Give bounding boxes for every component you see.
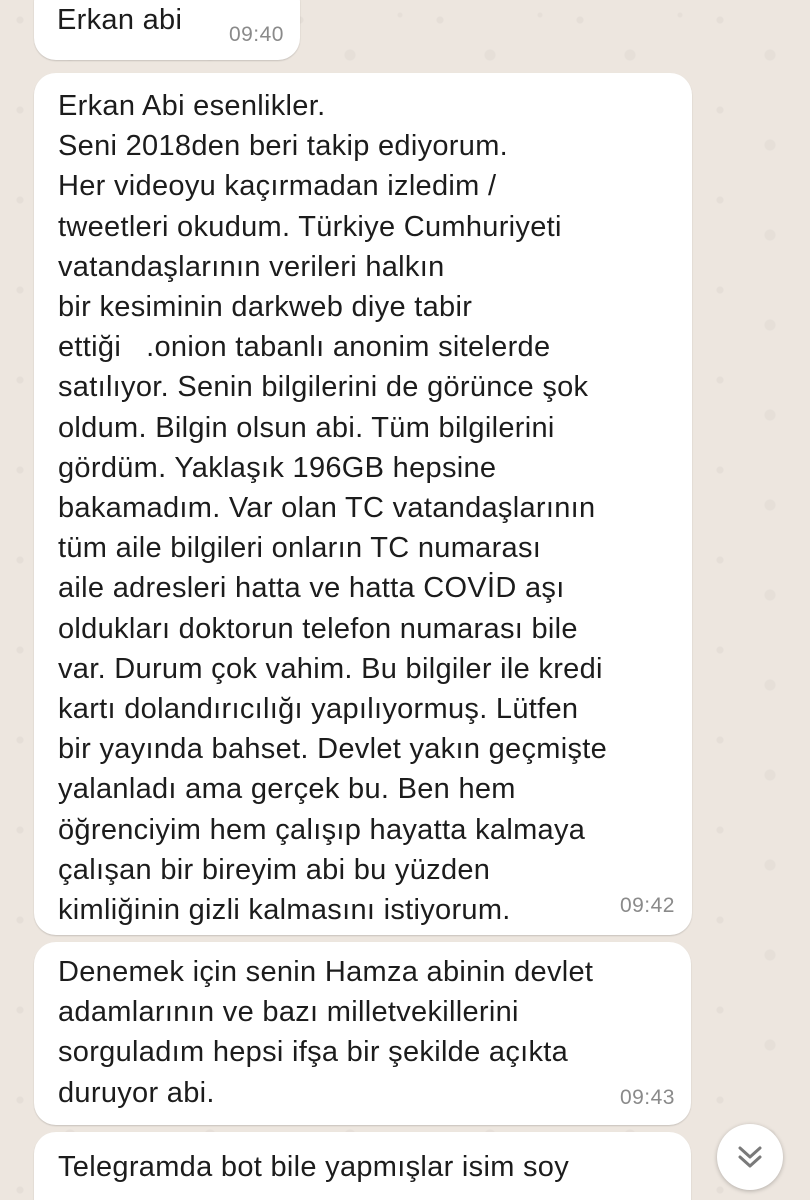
message-line: satılıyor. Senin bilgilerini de görünce şok	[58, 371, 589, 404]
message-line: çalışan bir bireyim abi bu yüzden	[58, 853, 491, 886]
message-line: Erkan abi	[57, 4, 183, 36]
message-text	[57, 0, 182, 40]
message-text	[58, 1147, 569, 1187]
scroll-to-bottom-button[interactable]	[717, 1124, 783, 1190]
message-line: Denemek için senin Hamza abinin devlet	[58, 956, 594, 988]
message-line: ettiği .onion tabanlı anonim sitelerde	[58, 331, 551, 364]
message-bubble[interactable]	[34, 0, 300, 60]
message-bubble[interactable]	[34, 1132, 691, 1200]
message-line: aile adresleri hatta ve hatta COVİD aşı	[58, 572, 565, 605]
message-line: tweetleri okudum. Türkiye Cumhuriyeti	[58, 210, 562, 243]
message-timestamp: 09:43	[619, 1085, 675, 1109]
message-line: oldukları doktorun telefon numarası bile	[58, 612, 578, 645]
message-line: gördüm. Yaklaşık 196GB hepsine	[58, 451, 497, 484]
message-line: sorguladım hepsi ifşa bir şekilde açıkta	[58, 1036, 569, 1069]
message-line: Telegramda bot bile yapmışlar isim soy	[58, 1151, 570, 1183]
message-text	[58, 86, 607, 930]
message-bubble[interactable]	[34, 73, 692, 935]
message-timestamp: 09:42	[619, 893, 675, 917]
double-chevron-down-icon	[735, 1142, 765, 1172]
message-line: tüm aile bilgileri onların TC numarası	[58, 532, 542, 565]
message-line: Her videoyu kaçırmadan izledim /	[58, 170, 497, 203]
message-line: kimliğinin gizli kalmasını istiyorum.	[58, 894, 511, 927]
message-text	[58, 952, 593, 1113]
message-line: duruyor abi.	[58, 1076, 215, 1109]
message-line: vatandaşlarının verileri halkın	[58, 250, 445, 283]
message-line: Seni 2018den beri takip ediyorum.	[58, 130, 509, 163]
message-line: bir kesiminin darkweb diye tabir	[58, 291, 473, 324]
message-line: var. Durum çok vahim. Bu bilgiler ile kredi	[58, 652, 603, 685]
message-line: oldum. Bilgin olsun abi. Tüm bilgilerini	[58, 411, 555, 444]
message-timestamp: 09:40	[228, 22, 284, 46]
message-line: öğrenciyim hem çalışıp hayatta kalmaya	[58, 813, 586, 846]
message-line: kartı dolandırıcılığı yapılıyormuş. Lütfen	[58, 693, 579, 726]
message-bubble[interactable]	[34, 942, 691, 1125]
message-line: adamlarının ve bazı milletvekillerini	[58, 996, 519, 1029]
message-line: bir yayında bahset. Devlet yakın geçmişte	[58, 733, 608, 766]
message-line: Erkan Abi esenlikler.	[58, 90, 326, 122]
message-line: bakamadım. Var olan TC vatandaşlarının	[58, 492, 596, 525]
message-line: yalanladı ama gerçek bu. Ben hem	[58, 773, 516, 806]
